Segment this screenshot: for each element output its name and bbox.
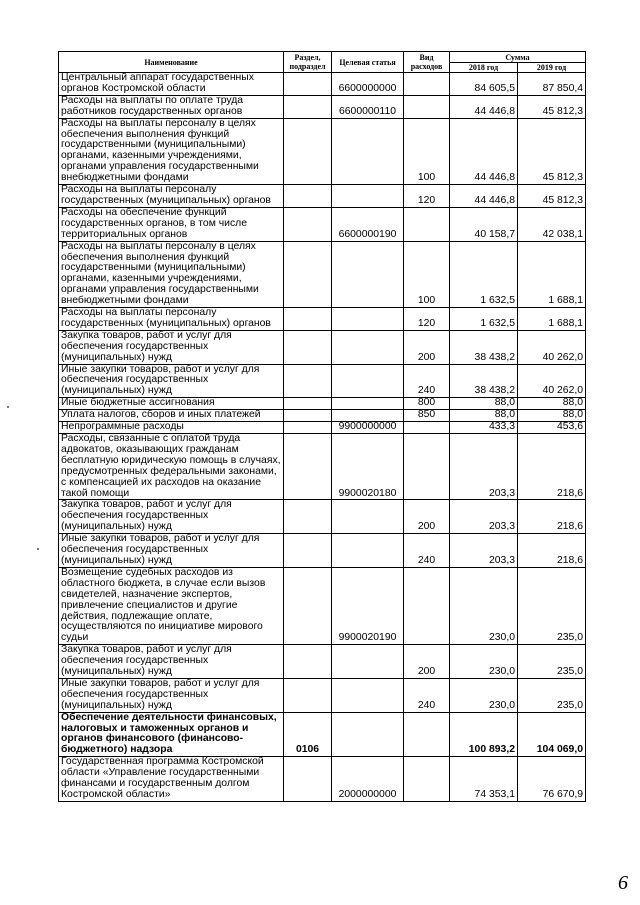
row-2019: 104 069,0 (518, 712, 586, 757)
row-section (284, 118, 332, 184)
row-name: Расходы на выплаты персоналу государственных (муниципальных) органов (59, 185, 284, 208)
row-target: 6600000190 (332, 207, 404, 241)
row-2019: 40 262,0 (518, 330, 586, 364)
row-type (404, 434, 450, 500)
row-target: 9900000000 (332, 422, 404, 434)
row-section (284, 678, 332, 712)
row-target: 9900020190 (332, 567, 404, 644)
table-row (59, 330, 586, 364)
row-2018: 38 438,2 (450, 364, 518, 398)
row-name: Закупка товаров, работ и услуг для обеспечения государственных (муниципальных) нужд (59, 645, 284, 679)
scan-speck (37, 548, 39, 550)
page-number: 6 (618, 872, 628, 894)
row-section (284, 398, 332, 410)
row-2018: 88,0 (450, 398, 518, 410)
row-target: 6600000000 (332, 73, 404, 96)
row-2018: 40 158,7 (450, 207, 518, 241)
row-target: 9900020180 (332, 434, 404, 500)
table-row (59, 757, 586, 802)
row-2019: 45 812,3 (518, 185, 586, 208)
row-type (404, 422, 450, 434)
row-name: Расходы на выплаты персоналу в целях обеспечения выполнения функций государственными (муниципальными) органами, казенными учреждениями, органами управления государственными внебюджетными фондами (59, 241, 284, 307)
header-section: Раздел, подраздел (284, 52, 332, 73)
row-2018: 44 446,8 (450, 118, 518, 184)
row-type: 100 (404, 241, 450, 307)
row-name: Иные закупки товаров, работ и услуг для обеспечения государственных (муниципальных) нужд (59, 678, 284, 712)
row-2019: 76 670,9 (518, 757, 586, 802)
table-row (59, 185, 586, 208)
row-section (284, 95, 332, 118)
row-target: 6600000110 (332, 95, 404, 118)
row-section (284, 241, 332, 307)
table-row (59, 645, 586, 679)
row-target (332, 712, 404, 757)
table-row (59, 308, 586, 331)
row-type (404, 207, 450, 241)
row-section (284, 645, 332, 679)
row-2018: 44 446,8 (450, 185, 518, 208)
table-row (59, 241, 586, 307)
row-2018: 100 893,2 (450, 712, 518, 757)
row-2019: 218,6 (518, 534, 586, 568)
row-2019: 235,0 (518, 567, 586, 644)
row-name: Расходы на выплаты по оплате труда работников государственных органов (59, 95, 284, 118)
row-section (284, 364, 332, 398)
header-2018: 2018 год (450, 63, 518, 73)
table-row (59, 567, 586, 644)
row-section: 0106 (284, 712, 332, 757)
row-type: 200 (404, 500, 450, 534)
row-type: 120 (404, 308, 450, 331)
row-name: Непрограммные расходы (59, 422, 284, 434)
header-target: Целевая статья (332, 52, 404, 73)
row-2019: 45 812,3 (518, 95, 586, 118)
table-row (59, 207, 586, 241)
table-row (59, 712, 586, 757)
row-2019: 235,0 (518, 645, 586, 679)
row-2019: 218,6 (518, 434, 586, 500)
scan-speck (7, 406, 9, 408)
row-name: Обеспечение деятельности финансовых, налоговых и таможенных органов и органов финансового (финансово-бюджетного) надзора (59, 712, 284, 757)
row-2019: 218,6 (518, 500, 586, 534)
row-section (284, 567, 332, 644)
row-section (284, 73, 332, 96)
row-target: 2000000000 (332, 757, 404, 802)
row-2019: 1 688,1 (518, 308, 586, 331)
row-name: Уплата налогов, сборов и иных платежей (59, 410, 284, 422)
table-row (59, 678, 586, 712)
row-type: 240 (404, 364, 450, 398)
row-2018: 1 632,5 (450, 308, 518, 331)
row-type: 100 (404, 118, 450, 184)
budget-table (58, 51, 586, 802)
row-2018: 74 353,1 (450, 757, 518, 802)
row-name: Закупка товаров, работ и услуг для обеспечения государственных (муниципальных) нужд (59, 500, 284, 534)
row-2019: 453,6 (518, 422, 586, 434)
row-section (284, 207, 332, 241)
row-type (404, 567, 450, 644)
row-target (332, 410, 404, 422)
row-type (404, 95, 450, 118)
row-2019: 88,0 (518, 398, 586, 410)
row-section (284, 422, 332, 434)
row-section (284, 534, 332, 568)
row-target (332, 185, 404, 208)
row-section (284, 410, 332, 422)
row-target (332, 118, 404, 184)
row-2019: 40 262,0 (518, 364, 586, 398)
row-section (284, 500, 332, 534)
row-2018: 203,3 (450, 434, 518, 500)
row-type: 200 (404, 330, 450, 364)
row-target (332, 330, 404, 364)
row-2019: 87 850,4 (518, 73, 586, 96)
row-name: Центральный аппарат государственных органов Костромской области (59, 73, 284, 96)
row-type: 800 (404, 398, 450, 410)
row-2019: 88,0 (518, 410, 586, 422)
row-2019: 1 688,1 (518, 241, 586, 307)
table-row (59, 410, 586, 422)
header-type: Вид расходов (404, 52, 450, 73)
row-2018: 230,0 (450, 567, 518, 644)
row-type: 200 (404, 645, 450, 679)
row-section (284, 757, 332, 802)
row-name: Расходы на выплаты персоналу государственных (муниципальных) органов (59, 308, 284, 331)
row-target (332, 500, 404, 534)
row-type: 850 (404, 410, 450, 422)
table-row (59, 73, 586, 96)
row-target (332, 398, 404, 410)
row-section (284, 308, 332, 331)
row-type (404, 757, 450, 802)
row-target (332, 534, 404, 568)
row-name: Расходы на выплаты персоналу в целях обеспечения выполнения функций государственными (муниципальными) органами, казенными учреждениями, органами управления государственными внебюджетными фондами (59, 118, 284, 184)
row-target (332, 364, 404, 398)
row-type (404, 712, 450, 757)
row-section (284, 434, 332, 500)
table-row (59, 534, 586, 568)
row-target (332, 645, 404, 679)
row-2018: 38 438,2 (450, 330, 518, 364)
row-type: 240 (404, 678, 450, 712)
row-name: Иные закупки товаров, работ и услуг для обеспечения государственных (муниципальных) нужд (59, 534, 284, 568)
row-name: Государственная программа Костромской области «Управление государственными финансами и государственным долгом Костромской области» (59, 757, 284, 802)
row-2018: 433,3 (450, 422, 518, 434)
row-name: Закупка товаров, работ и услуг для обеспечения государственных (муниципальных) нужд (59, 330, 284, 364)
row-type: 240 (404, 534, 450, 568)
row-target (332, 678, 404, 712)
table-row (59, 500, 586, 534)
row-2018: 88,0 (450, 410, 518, 422)
row-2018: 1 632,5 (450, 241, 518, 307)
table-row (59, 118, 586, 184)
header-sum: Сумма (450, 52, 586, 63)
row-2018: 44 446,8 (450, 95, 518, 118)
table-row (59, 398, 586, 410)
row-2018: 203,3 (450, 500, 518, 534)
row-name: Иные закупки товаров, работ и услуг для обеспечения государственных (муниципальных) нужд (59, 364, 284, 398)
table-row (59, 422, 586, 434)
row-target (332, 241, 404, 307)
row-type (404, 73, 450, 96)
row-name: Возмещение судебных расходов из областного бюджета, в случае если вызов свидетелей, назначение экспертов, привлечение специалистов и другие действия, подлежащие оплате, осуществляются по инициативе мирового судьи (59, 567, 284, 644)
header-name: Наименование (59, 52, 284, 73)
table-row (59, 434, 586, 500)
row-name: Иные бюджетные ассигнования (59, 398, 284, 410)
row-section (284, 330, 332, 364)
row-type: 120 (404, 185, 450, 208)
row-target (332, 308, 404, 331)
table-row (59, 364, 586, 398)
row-2019: 45 812,3 (518, 118, 586, 184)
row-name: Расходы на обеспечение функций государственных органов, в том числе территориальных органов (59, 207, 284, 241)
row-2019: 235,0 (518, 678, 586, 712)
row-2019: 42 038,1 (518, 207, 586, 241)
row-section (284, 185, 332, 208)
row-2018: 84 605,5 (450, 73, 518, 96)
row-2018: 203,3 (450, 534, 518, 568)
row-name: Расходы, связанные с оплатой труда адвокатов, оказывающих гражданам бесплатную юридическую помощь в случаях, предусмотренных федеральными законами, с компенсацией их расходов на оказание такой помощи (59, 434, 284, 500)
row-2018: 230,0 (450, 678, 518, 712)
table-row (59, 95, 586, 118)
header-2019: 2019 год (518, 63, 586, 73)
row-2018: 230,0 (450, 645, 518, 679)
table-body (59, 73, 586, 802)
